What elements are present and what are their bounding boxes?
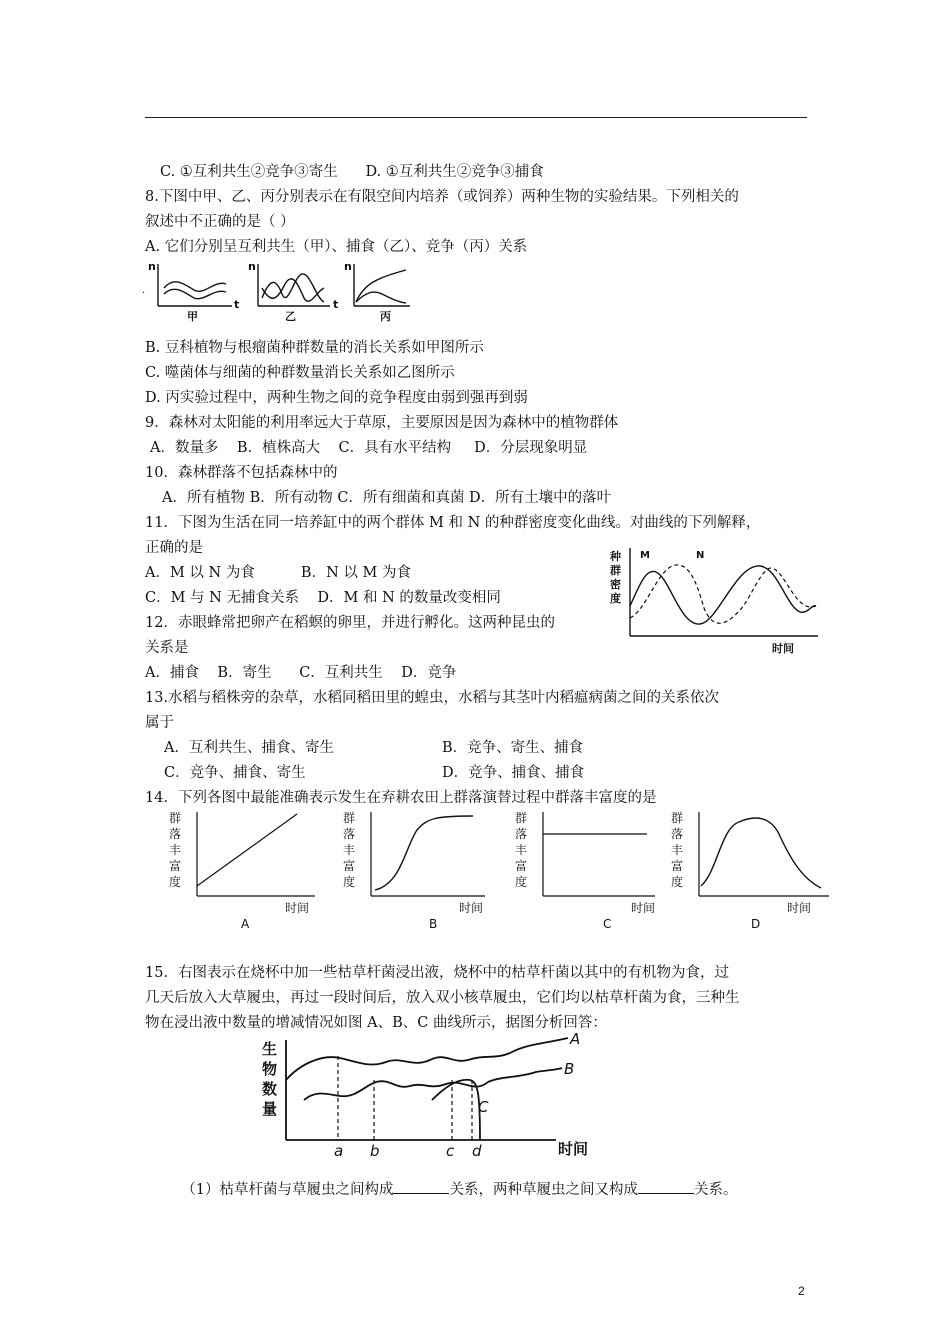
svg-text:物: 物: [262, 1060, 278, 1078]
fig8-graphs: [140, 258, 410, 326]
q15-q1-part2: 关系，两种草履虫之间又构成: [449, 1182, 638, 1198]
fig11-y-label-2: 群: [610, 564, 621, 577]
q15-q1-part1: （1）枯草杆菌与草履虫之间构成: [181, 1182, 394, 1198]
svg-text:丰: 丰: [343, 843, 356, 857]
fig15-tick-b: b: [370, 1142, 380, 1160]
q8-option-d: D. 丙实验过程中，两种生物之间的竞争程度由弱到强再到弱: [145, 390, 528, 406]
q8-option-b: B. 豆科植物与根瘤菌种群数量的消长关系如甲图所示: [145, 340, 484, 356]
q12-stem-cont: 关系是: [145, 640, 189, 656]
fig11-x-label: 时间: [772, 642, 794, 655]
fig15-tick-d: d: [472, 1142, 482, 1160]
svg-text:度: 度: [169, 875, 182, 889]
svg-text:度: 度: [515, 875, 528, 889]
svg-text:丰: 丰: [515, 843, 528, 857]
svg-text:度: 度: [671, 875, 684, 889]
fig8-y-label-1: n: [148, 260, 156, 273]
q15-q1-part3: 关系。: [693, 1182, 738, 1198]
fig8-x-label-1: t: [234, 298, 240, 311]
fig8-panel-yi: 乙: [285, 310, 296, 323]
q13-option-c: C．竞争、捕食、寄生: [164, 765, 306, 781]
svg-text:落: 落: [515, 827, 528, 841]
q11-options-cd: C．M 与 N 无捕食关系 D．M 和 N 的数量改变相同: [145, 590, 501, 606]
svg-text:.: .: [142, 285, 146, 296]
q14-stem: 14．下列各图中最能准确表示发生在弃耕农田上群落演替过程中群落丰富度的是: [145, 790, 657, 806]
q8-option-c: C. 噬菌体与细菌的种群数量消长关系如乙图所示: [145, 365, 455, 381]
fig15-tick-a: a: [334, 1142, 344, 1160]
q15-stem-2: 几天后放入大草履虫，再过一段时间后，放入双小核草履虫，它们均以枯草杆菌为食，三种生: [145, 990, 740, 1006]
fig14-label-c: C: [603, 917, 612, 931]
q8-option-a: A. 它们分别呈互利共生（甲）、捕食（乙）、竞争（丙）关系: [145, 239, 528, 255]
svg-text:群: 群: [343, 811, 356, 825]
fig14-label-d: D: [751, 917, 761, 931]
q13-option-b: B．竞争、寄生、捕食: [442, 740, 584, 756]
q7-options-cd: C. ①互利共生②竞争③寄生 D. ①互利共生②竞争③捕食: [160, 164, 544, 180]
fig11-y-label-3: 密: [610, 578, 621, 591]
svg-text:时间: 时间: [631, 901, 656, 915]
fig8-x-label-2: t: [333, 298, 339, 311]
q9-options: A．数量多 B．植株高大 C．具有水平结构 D．分层现象明显: [150, 440, 588, 456]
fig15-population-chart: [256, 1030, 606, 1160]
fig14-panel-b: [343, 811, 485, 931]
svg-text:富: 富: [515, 859, 528, 873]
q12-options: A．捕食 B．寄生 C．互利共生 D．竞争: [145, 665, 457, 681]
page-number: 2: [798, 1284, 805, 1298]
svg-text:度: 度: [343, 875, 356, 889]
fig8-panel-jia: 甲: [187, 310, 198, 323]
svg-text:时间: 时间: [285, 901, 310, 915]
q15-blank-2[interactable]: [638, 1181, 694, 1194]
svg-text:落: 落: [671, 827, 684, 841]
q15-blank-1[interactable]: [393, 1181, 449, 1194]
svg-text:富: 富: [343, 859, 356, 873]
fig15-tick-c: c: [446, 1142, 455, 1160]
q8-stem: 8.下图中甲、乙、丙分别表示在有限空间内培养（或饲养）两种生物的实验结果。下列相关的: [145, 189, 739, 205]
q9-stem: 9．森林对太阳能的利用率远大于草原，主要原因是因为森林中的植物群体: [145, 415, 619, 431]
fig14-panel-d: [671, 811, 829, 931]
svg-text:数: 数: [262, 1080, 278, 1098]
q15-stem-1: 15．右图表示在烧杯中加一些枯草杆菌浸出液，烧杯中的枯草杆菌以其中的有机物为食，过: [145, 965, 729, 981]
svg-text:群: 群: [169, 811, 182, 825]
fig8-y-label-2: n: [248, 260, 256, 273]
fig11-density-chart: [600, 544, 822, 656]
header-rule: [145, 117, 807, 118]
fig14-richness-graphs: [165, 808, 835, 934]
q15-question-1: [172, 1163, 737, 1199]
fig15-x-label: 时间: [558, 1140, 589, 1158]
q15-stem-3: 物在浸出液中数量的增减情况如图 A、B、C 曲线所示，据图分析回答：: [145, 1015, 607, 1031]
fig8-y-label-3: n: [344, 260, 352, 273]
svg-text:落: 落: [169, 827, 182, 841]
svg-text:落: 落: [343, 827, 356, 841]
svg-text:量: 量: [262, 1100, 278, 1118]
fig11-series-m: M: [640, 550, 650, 561]
svg-text:丰: 丰: [671, 843, 684, 857]
q12-stem: 12．赤眼蜂常把卵产在稻螟的卵里，并进行孵化。这两种昆虫的: [145, 615, 555, 631]
svg-text:时间: 时间: [787, 901, 812, 915]
svg-text:生: 生: [262, 1040, 278, 1058]
q13-stem: 13.水稻与稻株旁的杂草，水稻同稻田里的蝗虫，水稻与其茎叶内稻瘟病菌之间的关系依次: [145, 690, 720, 706]
svg-text:丰: 丰: [169, 843, 182, 857]
q10-options: A．所有植物 B．所有动物 C．所有细菌和真菌 D．所有土壤中的落叶: [162, 490, 612, 506]
q13-option-a: A．互利共生、捕食、寄生: [164, 740, 334, 756]
fig8-panel-bing: 丙: [380, 310, 391, 323]
q10-stem: 10．森林群落不包括森林中的: [145, 465, 338, 481]
fig11-series-n: N: [696, 550, 705, 561]
q13-option-d: D．竞争、捕食、捕食: [442, 765, 585, 781]
fig15-curve-a: A: [570, 1030, 581, 1048]
svg-text:富: 富: [671, 859, 684, 873]
q8-stem-cont: 叙述中不正确的是（ ）: [145, 214, 295, 230]
svg-text:时间: 时间: [459, 901, 484, 915]
svg-text:群: 群: [671, 811, 684, 825]
q11-stem-cont: 正确的是: [145, 540, 203, 556]
q11-options-ab: A．M 以 N 为食 B．N 以 M 为食: [145, 565, 411, 581]
fig14-label-b: B: [429, 917, 438, 931]
fig11-y-label-1: 种: [610, 550, 621, 563]
q11-stem: 11．下图为生活在同一培养缸中的两个群体 M 和 N 的种群密度变化曲线。对曲线的下列解释，: [145, 515, 761, 531]
fig11-y-label-4: 度: [610, 592, 621, 605]
fig14-panel-a: [169, 811, 315, 931]
fig15-curve-b: B: [564, 1060, 575, 1078]
q13-stem-cont: 属于: [145, 715, 174, 731]
svg-text:群: 群: [515, 811, 528, 825]
svg-text:富: 富: [169, 859, 182, 873]
fig14-label-a: A: [241, 917, 250, 931]
fig15-curve-c: C: [478, 1098, 489, 1116]
fig14-panel-c: [515, 811, 655, 931]
